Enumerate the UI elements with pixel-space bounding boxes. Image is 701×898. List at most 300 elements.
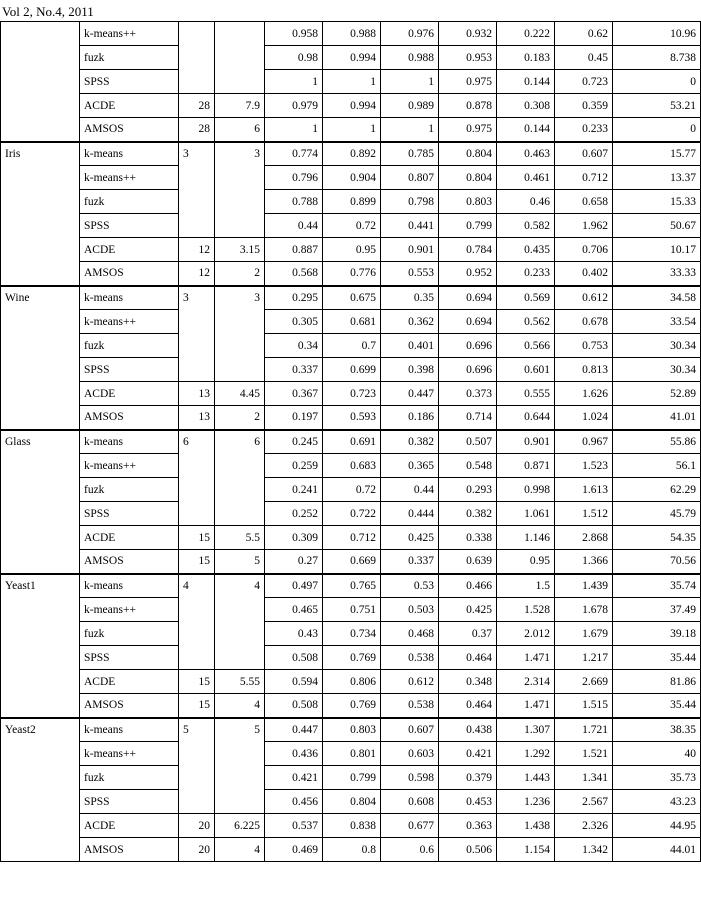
k-actual-cell: 13 bbox=[179, 406, 215, 430]
metric-value-cell: 1.613 bbox=[555, 478, 613, 502]
metric-value-cell: 37.49 bbox=[613, 598, 701, 622]
method-cell: fuzk bbox=[80, 334, 179, 358]
metric-value-cell: 0.712 bbox=[323, 526, 381, 550]
table-row bbox=[1, 358, 701, 382]
metric-value-cell: 0.425 bbox=[381, 526, 439, 550]
metric-value-cell: 0.798 bbox=[381, 190, 439, 214]
metric-value-cell: 0.887 bbox=[265, 238, 323, 262]
k-actual-cell: 15 bbox=[179, 526, 215, 550]
metric-value-cell: 0.72 bbox=[323, 478, 381, 502]
metric-value-cell: 0.788 bbox=[265, 190, 323, 214]
metric-value-cell: 0.348 bbox=[439, 670, 497, 694]
metric-value-cell: 0.144 bbox=[497, 70, 555, 94]
k-found-cell: 5 bbox=[215, 550, 265, 574]
metric-value-cell: 0.373 bbox=[439, 382, 497, 406]
metric-value-cell: 0.338 bbox=[439, 526, 497, 550]
metric-value-cell: 2.567 bbox=[555, 790, 613, 814]
k-actual-cell: 6 bbox=[179, 430, 215, 526]
metric-value-cell: 0.953 bbox=[439, 46, 497, 70]
metric-value-cell: 1.512 bbox=[555, 502, 613, 526]
metric-value-cell: 0.233 bbox=[497, 262, 555, 286]
table-row bbox=[1, 622, 701, 646]
metric-value-cell: 0.337 bbox=[381, 550, 439, 574]
k-found-cell: 4 bbox=[215, 574, 265, 670]
metric-value-cell: 44.95 bbox=[613, 814, 701, 838]
method-cell: SPSS bbox=[80, 214, 179, 238]
metric-value-cell: 0.241 bbox=[265, 478, 323, 502]
table-row bbox=[1, 670, 701, 694]
metric-value-cell: 0.967 bbox=[555, 430, 613, 454]
metric-value-cell: 0.774 bbox=[265, 142, 323, 166]
method-cell: k-means bbox=[80, 574, 179, 598]
metric-value-cell: 50.67 bbox=[613, 214, 701, 238]
metric-value-cell: 0.72 bbox=[323, 214, 381, 238]
metric-value-cell: 0.994 bbox=[323, 94, 381, 118]
method-cell: SPSS bbox=[80, 502, 179, 526]
metric-value-cell: 1.154 bbox=[497, 838, 555, 862]
metric-value-cell: 13.37 bbox=[613, 166, 701, 190]
k-found-cell bbox=[215, 22, 265, 94]
table-row bbox=[1, 718, 701, 742]
table-row bbox=[1, 406, 701, 430]
k-found-cell: 6 bbox=[215, 430, 265, 526]
journal-header bbox=[2, 4, 94, 20]
metric-value-cell: 81.86 bbox=[613, 670, 701, 694]
metric-value-cell: 1.523 bbox=[555, 454, 613, 478]
metric-value-cell: 0.734 bbox=[323, 622, 381, 646]
k-actual-cell: 12 bbox=[179, 262, 215, 286]
dataset-name-cell: Wine bbox=[1, 286, 80, 430]
metric-value-cell: 0.463 bbox=[497, 142, 555, 166]
method-cell: AMSOS bbox=[80, 262, 179, 286]
metric-value-cell: 0.669 bbox=[323, 550, 381, 574]
metric-value-cell: 0.751 bbox=[323, 598, 381, 622]
method-cell: fuzk bbox=[80, 766, 179, 790]
metric-value-cell: 1.962 bbox=[555, 214, 613, 238]
k-found-cell: 4 bbox=[215, 838, 265, 862]
k-found-cell: 3 bbox=[215, 142, 265, 238]
metric-value-cell: 0.447 bbox=[265, 718, 323, 742]
method-cell: AMSOS bbox=[80, 550, 179, 574]
metric-value-cell: 0.644 bbox=[497, 406, 555, 430]
metric-value-cell: 0.699 bbox=[323, 358, 381, 382]
k-found-cell: 5.5 bbox=[215, 526, 265, 550]
method-cell: AMSOS bbox=[80, 838, 179, 862]
metric-value-cell: 1.342 bbox=[555, 838, 613, 862]
metric-value-cell: 0.801 bbox=[323, 742, 381, 766]
metric-value-cell: 0.892 bbox=[323, 142, 381, 166]
table-row bbox=[1, 526, 701, 550]
metric-value-cell: 0.639 bbox=[439, 550, 497, 574]
metric-value-cell: 0.421 bbox=[265, 766, 323, 790]
metric-value-cell: 35.44 bbox=[613, 646, 701, 670]
metric-value-cell: 15.77 bbox=[613, 142, 701, 166]
metric-value-cell: 0.769 bbox=[323, 694, 381, 718]
method-cell: ACDE bbox=[80, 382, 179, 406]
k-actual-cell: 20 bbox=[179, 838, 215, 862]
k-found-cell: 5 bbox=[215, 718, 265, 814]
metric-value-cell: 0.553 bbox=[381, 262, 439, 286]
metric-value-cell: 0.7 bbox=[323, 334, 381, 358]
table-row bbox=[1, 70, 701, 94]
metric-value-cell: 0.901 bbox=[381, 238, 439, 262]
metric-value-cell: 35.74 bbox=[613, 574, 701, 598]
metric-value-cell: 0.43 bbox=[265, 622, 323, 646]
metric-value-cell: 0.691 bbox=[323, 430, 381, 454]
metric-value-cell: 0.593 bbox=[323, 406, 381, 430]
metric-value-cell: 1.471 bbox=[497, 694, 555, 718]
table-row bbox=[1, 646, 701, 670]
metric-value-cell: 0.678 bbox=[555, 310, 613, 334]
metric-value-cell: 0.382 bbox=[439, 502, 497, 526]
metric-value-cell: 0.34 bbox=[265, 334, 323, 358]
metric-value-cell: 33.33 bbox=[613, 262, 701, 286]
metric-value-cell: 44.01 bbox=[613, 838, 701, 862]
metric-value-cell: 0.466 bbox=[439, 574, 497, 598]
metric-value-cell: 1.515 bbox=[555, 694, 613, 718]
metric-value-cell: 35.44 bbox=[613, 694, 701, 718]
k-actual-cell: 28 bbox=[179, 94, 215, 118]
metric-value-cell: 0.506 bbox=[439, 838, 497, 862]
metric-value-cell: 8.738 bbox=[613, 46, 701, 70]
metric-value-cell: 10.17 bbox=[613, 238, 701, 262]
table-row bbox=[1, 766, 701, 790]
metric-value-cell: 0.598 bbox=[381, 766, 439, 790]
metric-value-cell: 1 bbox=[381, 118, 439, 142]
metric-value-cell: 1.024 bbox=[555, 406, 613, 430]
table-row bbox=[1, 46, 701, 70]
metric-value-cell: 0.878 bbox=[439, 94, 497, 118]
metric-value-cell: 0.769 bbox=[323, 646, 381, 670]
metric-value-cell: 0.568 bbox=[265, 262, 323, 286]
metric-value-cell: 2.669 bbox=[555, 670, 613, 694]
method-cell: AMSOS bbox=[80, 694, 179, 718]
metric-value-cell: 0.197 bbox=[265, 406, 323, 430]
metric-value-cell: 1.439 bbox=[555, 574, 613, 598]
metric-value-cell: 2.012 bbox=[497, 622, 555, 646]
metric-value-cell: 34.58 bbox=[613, 286, 701, 310]
metric-value-cell: 0.994 bbox=[323, 46, 381, 70]
metric-value-cell: 35.73 bbox=[613, 766, 701, 790]
metric-value-cell: 0.186 bbox=[381, 406, 439, 430]
metric-value-cell: 0.46 bbox=[497, 190, 555, 214]
metric-value-cell: 0.98 bbox=[265, 46, 323, 70]
metric-value-cell: 0.35 bbox=[381, 286, 439, 310]
metric-value-cell: 0.538 bbox=[381, 694, 439, 718]
metric-value-cell: 0.367 bbox=[265, 382, 323, 406]
metric-value-cell: 0.932 bbox=[439, 22, 497, 46]
metric-value-cell: 0.979 bbox=[265, 94, 323, 118]
metric-value-cell: 0.958 bbox=[265, 22, 323, 46]
metric-value-cell: 0.464 bbox=[439, 694, 497, 718]
metric-value-cell: 1 bbox=[323, 70, 381, 94]
metric-value-cell: 30.34 bbox=[613, 358, 701, 382]
metric-value-cell: 0.503 bbox=[381, 598, 439, 622]
metric-value-cell: 0.677 bbox=[381, 814, 439, 838]
method-cell: SPSS bbox=[80, 790, 179, 814]
metric-value-cell: 2.314 bbox=[497, 670, 555, 694]
method-cell: k-means++ bbox=[80, 310, 179, 334]
k-actual-cell: 15 bbox=[179, 550, 215, 574]
dataset-name-cell bbox=[1, 22, 80, 142]
journal-volume-line: Vol 2, No.4, 2011 bbox=[2, 4, 94, 19]
metric-value-cell: 0.608 bbox=[381, 790, 439, 814]
metric-value-cell: 0.497 bbox=[265, 574, 323, 598]
metric-value-cell: 2.326 bbox=[555, 814, 613, 838]
metric-value-cell: 0.796 bbox=[265, 166, 323, 190]
metric-value-cell: 0.799 bbox=[323, 766, 381, 790]
table-row bbox=[1, 742, 701, 766]
method-cell: fuzk bbox=[80, 46, 179, 70]
metric-value-cell: 0.562 bbox=[497, 310, 555, 334]
metric-value-cell: 0.45 bbox=[555, 46, 613, 70]
method-cell: k-means++ bbox=[80, 454, 179, 478]
metric-value-cell: 55.86 bbox=[613, 430, 701, 454]
table-row bbox=[1, 94, 701, 118]
metric-value-cell: 0.537 bbox=[265, 814, 323, 838]
metric-value-cell: 1.061 bbox=[497, 502, 555, 526]
metric-value-cell: 0.363 bbox=[439, 814, 497, 838]
metric-value-cell: 0.444 bbox=[381, 502, 439, 526]
metric-value-cell: 0.694 bbox=[439, 310, 497, 334]
metric-value-cell: 0.245 bbox=[265, 430, 323, 454]
metric-value-cell: 1.292 bbox=[497, 742, 555, 766]
metric-value-cell: 0.723 bbox=[323, 382, 381, 406]
metric-value-cell: 0.988 bbox=[323, 22, 381, 46]
method-cell: k-means++ bbox=[80, 166, 179, 190]
method-cell: ACDE bbox=[80, 238, 179, 262]
metric-value-cell: 0.8 bbox=[323, 838, 381, 862]
metric-value-cell: 0.295 bbox=[265, 286, 323, 310]
metric-value-cell: 1.521 bbox=[555, 742, 613, 766]
metric-value-cell: 0.722 bbox=[323, 502, 381, 526]
dataset-name-cell: Yeast1 bbox=[1, 574, 80, 718]
metric-value-cell: 0.507 bbox=[439, 430, 497, 454]
dataset-name-cell: Iris bbox=[1, 142, 80, 286]
table-row bbox=[1, 166, 701, 190]
method-cell: AMSOS bbox=[80, 406, 179, 430]
metric-value-cell: 1.679 bbox=[555, 622, 613, 646]
metric-value-cell: 0.447 bbox=[381, 382, 439, 406]
table-row bbox=[1, 838, 701, 862]
table-row bbox=[1, 214, 701, 238]
method-cell: k-means bbox=[80, 286, 179, 310]
metric-value-cell: 0.538 bbox=[381, 646, 439, 670]
metric-value-cell: 1.5 bbox=[497, 574, 555, 598]
metric-value-cell: 1.341 bbox=[555, 766, 613, 790]
method-cell: k-means bbox=[80, 430, 179, 454]
k-actual-cell: 3 bbox=[179, 142, 215, 238]
metric-value-cell: 0.804 bbox=[439, 142, 497, 166]
metric-value-cell: 0.62 bbox=[555, 22, 613, 46]
metric-value-cell: 0.871 bbox=[497, 454, 555, 478]
metric-value-cell: 1 bbox=[265, 70, 323, 94]
metric-value-cell: 0.696 bbox=[439, 358, 497, 382]
method-cell: fuzk bbox=[80, 190, 179, 214]
metric-value-cell: 0.989 bbox=[381, 94, 439, 118]
k-found-cell: 3.15 bbox=[215, 238, 265, 262]
table-row bbox=[1, 814, 701, 838]
metric-value-cell: 0.144 bbox=[497, 118, 555, 142]
metric-value-cell: 0.807 bbox=[381, 166, 439, 190]
metric-value-cell: 0.464 bbox=[439, 646, 497, 670]
table-row bbox=[1, 382, 701, 406]
metric-value-cell: 0.765 bbox=[323, 574, 381, 598]
metric-value-cell: 0.456 bbox=[265, 790, 323, 814]
metric-value-cell: 0.435 bbox=[497, 238, 555, 262]
k-actual-cell: 15 bbox=[179, 670, 215, 694]
method-cell: ACDE bbox=[80, 526, 179, 550]
k-found-cell: 7.9 bbox=[215, 94, 265, 118]
metric-value-cell: 56.1 bbox=[613, 454, 701, 478]
metric-value-cell: 0.425 bbox=[439, 598, 497, 622]
table-row bbox=[1, 454, 701, 478]
metric-value-cell: 30.34 bbox=[613, 334, 701, 358]
metric-value-cell: 0.714 bbox=[439, 406, 497, 430]
k-found-cell: 2 bbox=[215, 406, 265, 430]
metric-value-cell: 0.582 bbox=[497, 214, 555, 238]
k-found-cell: 6 bbox=[215, 118, 265, 142]
method-cell: ACDE bbox=[80, 94, 179, 118]
metric-value-cell: 0.453 bbox=[439, 790, 497, 814]
metric-value-cell: 0.976 bbox=[381, 22, 439, 46]
dataset-name-cell: Glass bbox=[1, 430, 80, 574]
metric-value-cell: 0.37 bbox=[439, 622, 497, 646]
table-row bbox=[1, 142, 701, 166]
metric-value-cell: 0.706 bbox=[555, 238, 613, 262]
method-cell: AMSOS bbox=[80, 118, 179, 142]
table-row bbox=[1, 790, 701, 814]
metric-value-cell: 0.95 bbox=[497, 550, 555, 574]
dataset-name-cell: Yeast2 bbox=[1, 718, 80, 862]
metric-value-cell: 0.365 bbox=[381, 454, 439, 478]
table-row bbox=[1, 238, 701, 262]
metric-value-cell: 0.658 bbox=[555, 190, 613, 214]
table-row bbox=[1, 334, 701, 358]
metric-value-cell: 0.44 bbox=[265, 214, 323, 238]
metric-value-cell: 0.784 bbox=[439, 238, 497, 262]
table-row bbox=[1, 190, 701, 214]
metric-value-cell: 0.804 bbox=[439, 166, 497, 190]
metric-value-cell: 0.803 bbox=[323, 718, 381, 742]
metric-value-cell: 0.694 bbox=[439, 286, 497, 310]
metric-value-cell: 1.528 bbox=[497, 598, 555, 622]
table-row bbox=[1, 286, 701, 310]
metric-value-cell: 0.998 bbox=[497, 478, 555, 502]
metric-value-cell: 0.594 bbox=[265, 670, 323, 694]
k-found-cell: 4 bbox=[215, 694, 265, 718]
table-row bbox=[1, 478, 701, 502]
metric-value-cell: 53.21 bbox=[613, 94, 701, 118]
k-actual-cell: 12 bbox=[179, 238, 215, 262]
k-found-cell: 5.55 bbox=[215, 670, 265, 694]
metric-value-cell: 1.307 bbox=[497, 718, 555, 742]
metric-value-cell: 0.548 bbox=[439, 454, 497, 478]
metric-value-cell: 0.233 bbox=[555, 118, 613, 142]
table-row bbox=[1, 262, 701, 286]
k-found-cell: 6.225 bbox=[215, 814, 265, 838]
metric-value-cell: 0.436 bbox=[265, 742, 323, 766]
metric-value-cell: 0.305 bbox=[265, 310, 323, 334]
metric-value-cell: 0.675 bbox=[323, 286, 381, 310]
metric-value-cell: 0.683 bbox=[323, 454, 381, 478]
metric-value-cell: 1 bbox=[265, 118, 323, 142]
k-found-cell: 3 bbox=[215, 286, 265, 382]
metric-value-cell: 0.469 bbox=[265, 838, 323, 862]
results-table bbox=[0, 21, 701, 862]
metric-value-cell: 0.838 bbox=[323, 814, 381, 838]
method-cell: k-means bbox=[80, 142, 179, 166]
metric-value-cell: 1 bbox=[381, 70, 439, 94]
metric-value-cell: 0.293 bbox=[439, 478, 497, 502]
metric-value-cell: 0.723 bbox=[555, 70, 613, 94]
k-actual-cell: 20 bbox=[179, 814, 215, 838]
metric-value-cell: 0.785 bbox=[381, 142, 439, 166]
metric-value-cell: 54.35 bbox=[613, 526, 701, 550]
metric-value-cell: 0.952 bbox=[439, 262, 497, 286]
metric-value-cell: 0 bbox=[613, 118, 701, 142]
method-cell: SPSS bbox=[80, 646, 179, 670]
metric-value-cell: 1.236 bbox=[497, 790, 555, 814]
metric-value-cell: 0.804 bbox=[323, 790, 381, 814]
metric-value-cell: 0.402 bbox=[555, 262, 613, 286]
metric-value-cell: 0.309 bbox=[265, 526, 323, 550]
metric-value-cell: 1.626 bbox=[555, 382, 613, 406]
metric-value-cell: 0.362 bbox=[381, 310, 439, 334]
metric-value-cell: 33.54 bbox=[613, 310, 701, 334]
metric-value-cell: 0.27 bbox=[265, 550, 323, 574]
metric-value-cell: 0.813 bbox=[555, 358, 613, 382]
method-cell: k-means++ bbox=[80, 742, 179, 766]
table-row bbox=[1, 22, 701, 46]
metric-value-cell: 45.79 bbox=[613, 502, 701, 526]
metric-value-cell: 0.6 bbox=[381, 838, 439, 862]
metric-value-cell: 0.508 bbox=[265, 694, 323, 718]
metric-value-cell: 0.566 bbox=[497, 334, 555, 358]
metric-value-cell: 0.607 bbox=[555, 142, 613, 166]
metric-value-cell: 1.471 bbox=[497, 646, 555, 670]
metric-value-cell: 0.44 bbox=[381, 478, 439, 502]
metric-value-cell: 0.603 bbox=[381, 742, 439, 766]
metric-value-cell: 38.35 bbox=[613, 718, 701, 742]
metric-value-cell: 1.146 bbox=[497, 526, 555, 550]
metric-value-cell: 0.803 bbox=[439, 190, 497, 214]
metric-value-cell: 0.308 bbox=[497, 94, 555, 118]
table-row bbox=[1, 310, 701, 334]
metric-value-cell: 1.721 bbox=[555, 718, 613, 742]
method-cell: k-means++ bbox=[80, 598, 179, 622]
k-actual-cell: 13 bbox=[179, 382, 215, 406]
table-row bbox=[1, 118, 701, 142]
metric-value-cell: 0.975 bbox=[439, 118, 497, 142]
metric-value-cell: 0.359 bbox=[555, 94, 613, 118]
metric-value-cell: 0.612 bbox=[381, 670, 439, 694]
metric-value-cell: 52.89 bbox=[613, 382, 701, 406]
metric-value-cell: 0.508 bbox=[265, 646, 323, 670]
metric-value-cell: 1.366 bbox=[555, 550, 613, 574]
k-actual-cell bbox=[179, 22, 215, 94]
method-cell: ACDE bbox=[80, 814, 179, 838]
metric-value-cell: 0.681 bbox=[323, 310, 381, 334]
k-actual-cell: 15 bbox=[179, 694, 215, 718]
metric-value-cell: 0.555 bbox=[497, 382, 555, 406]
metric-value-cell: 0.612 bbox=[555, 286, 613, 310]
metric-value-cell: 0.398 bbox=[381, 358, 439, 382]
metric-value-cell: 0.438 bbox=[439, 718, 497, 742]
metric-value-cell: 0.806 bbox=[323, 670, 381, 694]
method-cell: fuzk bbox=[80, 478, 179, 502]
method-cell: ACDE bbox=[80, 670, 179, 694]
